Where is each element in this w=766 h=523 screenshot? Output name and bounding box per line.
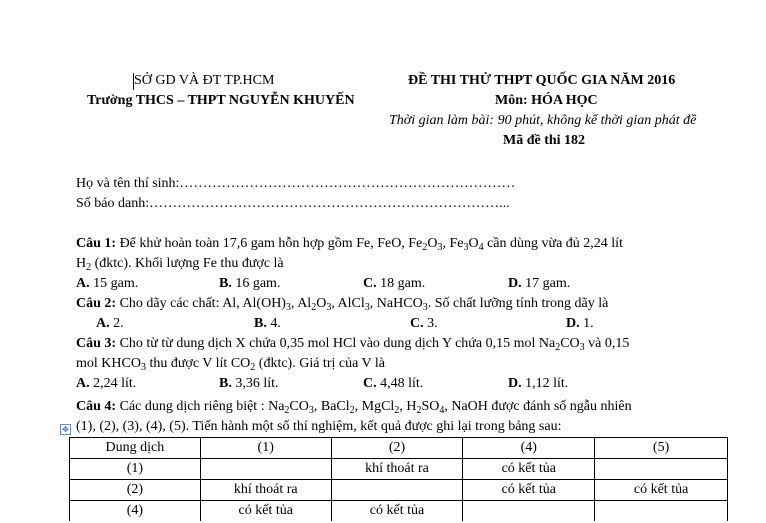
q4-sub: 2 xyxy=(394,405,400,416)
table-cell: (2) xyxy=(70,480,201,501)
q2-text: , AlCl xyxy=(331,296,365,311)
table-row xyxy=(70,501,728,522)
option-key: B. xyxy=(219,376,232,391)
q4-sub: 4 xyxy=(439,405,445,416)
question-2-label: Câu 2: xyxy=(76,296,117,311)
q1-sub: 3 xyxy=(437,242,443,253)
q2-text: , Al xyxy=(290,296,312,311)
question-4-line-1 xyxy=(76,399,632,415)
option-text: 4. xyxy=(266,316,281,331)
option-text: 15 gam. xyxy=(89,276,139,291)
option-key: C. xyxy=(363,376,377,391)
q1-option-d xyxy=(508,276,570,292)
q3-text: và 0,15 xyxy=(584,336,630,351)
q2-option-b xyxy=(254,316,281,332)
q1-text: H xyxy=(76,256,87,271)
q1-sub: 4 xyxy=(478,242,484,253)
q3-text: mol KHCO xyxy=(76,356,141,371)
table-cell xyxy=(595,501,728,522)
q4-text: , BaCl xyxy=(313,399,350,414)
q4-text: Các dung dịch riêng biệt : Na xyxy=(116,399,285,414)
q1-option-b xyxy=(219,276,280,292)
question-1-line-1 xyxy=(76,236,623,252)
table-header-cell: (2) xyxy=(331,438,463,459)
table-cell: có kết tủa xyxy=(200,501,331,522)
q3-sub: 3 xyxy=(579,342,585,353)
q1-sub: 2 xyxy=(422,242,428,253)
q2-sub: 3 xyxy=(422,302,428,313)
option-text: 1. xyxy=(579,316,594,331)
option-key: B. xyxy=(254,316,267,331)
table-header-cell: Dung dịch xyxy=(70,438,201,459)
question-3-line-2 xyxy=(76,356,385,372)
q4-text: , H xyxy=(399,399,417,414)
q1-sub: 2 xyxy=(86,262,92,273)
q2-sub: 3 xyxy=(364,302,370,313)
table-cell: (1) xyxy=(70,459,201,480)
q1-text: Để khử hoàn toàn 17,6 gam hỗn hợp gồm Fe, FeO, Fe xyxy=(116,236,423,251)
option-text: 18 gam. xyxy=(376,276,426,291)
option-key: D. xyxy=(508,376,522,391)
question-1-line-2 xyxy=(76,256,284,272)
table-header-cell: (5) xyxy=(595,438,728,459)
q1-text: (đktc). Khối lượng Fe thu được là xyxy=(91,256,284,271)
q1-text: O xyxy=(427,236,438,251)
exam-time-note: Thời gian làm bài: 90 phút, không kể thời gian phát đề xyxy=(389,113,697,128)
table-cell: có kết tủa xyxy=(331,501,463,522)
q3-option-b xyxy=(219,376,279,392)
move-anchor-icon[interactable]: ✥ xyxy=(60,424,71,435)
q3-option-c xyxy=(363,376,423,392)
table-cell: khí thoát ra xyxy=(331,459,463,480)
q2-text: Cho dãy các chất: Al, Al(OH) xyxy=(116,296,286,311)
question-3-line-1 xyxy=(76,336,629,352)
option-key: A. xyxy=(76,276,90,291)
q4-text: CO xyxy=(289,399,309,414)
table-cell xyxy=(200,459,331,480)
q2-option-c xyxy=(410,316,438,332)
table-cell xyxy=(331,480,463,501)
table-cell: có kết tủa xyxy=(595,480,728,501)
q3-text: (đktc). Giá trị của V là xyxy=(255,356,385,371)
q1-text: O xyxy=(468,236,479,251)
q3-sub: 2 xyxy=(250,362,256,373)
q4-sub: 3 xyxy=(308,405,314,416)
option-key: A. xyxy=(76,376,90,391)
table-row xyxy=(70,480,728,501)
q1-option-c xyxy=(363,276,425,292)
exam-title: ĐỀ THI THỬ THPT QUỐC GIA NĂM 2016 xyxy=(408,73,676,88)
option-text: 3. xyxy=(423,316,438,331)
school-name: Trường THCS – THPT NGUYỄN KHUYẾN xyxy=(87,93,355,108)
q3-option-d xyxy=(508,376,568,392)
table-cell xyxy=(463,501,595,522)
q2-text: , NaHCO xyxy=(369,296,423,311)
department-name: SỞ GD VÀ ĐT TP.HCM xyxy=(134,73,275,88)
q4-sub: 2 xyxy=(284,405,290,416)
q3-text: thu được V lít CO xyxy=(145,356,251,371)
q2-sub: 3 xyxy=(326,302,332,313)
q3-text: Cho từ từ dung dịch X chứa 0,35 mol HCl vào dung dịch Y chứa 0,15 mol Na xyxy=(116,336,556,351)
table-header-cell: (4) xyxy=(463,438,595,459)
option-key: B. xyxy=(219,276,232,291)
question-4-line-2: (1), (2), (3), (4), (5). Tiến hành một số thí nghiệm, kết quả được ghi lại trong bảng sau: xyxy=(76,419,562,434)
table-header-cell: (1) xyxy=(200,438,331,459)
q1-option-a xyxy=(76,276,138,292)
question-2-line-1 xyxy=(76,296,608,312)
q2-text: . Số chất lưỡng tính trong dãy là xyxy=(427,296,609,311)
q1-text: cần dùng vừa đủ 2,24 lít xyxy=(483,236,623,251)
q4-sub: 2 xyxy=(416,405,422,416)
table-cell xyxy=(595,459,728,480)
q4-text: , MgCl xyxy=(354,399,395,414)
q1-sub: 3 xyxy=(463,242,469,253)
option-text: 1,12 lít. xyxy=(521,376,569,391)
option-text: 3,36 lít. xyxy=(231,376,279,391)
q2-sub: 3 xyxy=(285,302,291,313)
option-text: 2,24 lít. xyxy=(89,376,137,391)
exam-subject: Môn: HÓA HỌC xyxy=(495,93,598,108)
option-key: D. xyxy=(508,276,522,291)
student-id-line: Số báo danh:…………………………………………………………………... xyxy=(76,196,510,211)
table-cell: khí thoát ra xyxy=(200,480,331,501)
q4-text: SO xyxy=(421,399,440,414)
option-text: 17 gam. xyxy=(521,276,571,291)
q4-sub: 2 xyxy=(349,405,355,416)
q2-option-d xyxy=(566,316,594,332)
q3-sub: 2 xyxy=(555,342,561,353)
question-3-label: Câu 3: xyxy=(76,336,117,351)
q2-sub: 2 xyxy=(311,302,317,313)
table-cell: (4) xyxy=(70,501,201,522)
q4-text: , NaOH được đánh số ngẫu nhiên xyxy=(444,399,632,414)
results-table xyxy=(69,437,728,521)
question-1-label: Câu 1: xyxy=(76,236,117,251)
q3-sub: 3 xyxy=(140,362,146,373)
question-4-label: Câu 4: xyxy=(76,399,117,414)
option-text: 4,48 lít. xyxy=(376,376,424,391)
q2-text: O xyxy=(316,296,327,311)
option-key: C. xyxy=(363,276,377,291)
option-text: 16 gam. xyxy=(231,276,281,291)
exam-code: Mã đề thi 182 xyxy=(503,133,586,148)
option-key: A. xyxy=(96,316,110,331)
option-text: 2. xyxy=(109,316,124,331)
student-name-line: Họ và tên thí sinh:……………………………………………………………… xyxy=(76,176,516,191)
table-cell: có kết tủa xyxy=(463,459,595,480)
option-key: C. xyxy=(410,316,424,331)
q1-text: , Fe xyxy=(442,236,464,251)
q3-option-a xyxy=(76,376,136,392)
q3-text: CO xyxy=(560,336,580,351)
option-key: D. xyxy=(566,316,580,331)
q2-option-a xyxy=(96,316,124,332)
table-header-row xyxy=(70,438,728,459)
table-cell: có kết tủa xyxy=(463,480,595,501)
table-row xyxy=(70,459,728,480)
